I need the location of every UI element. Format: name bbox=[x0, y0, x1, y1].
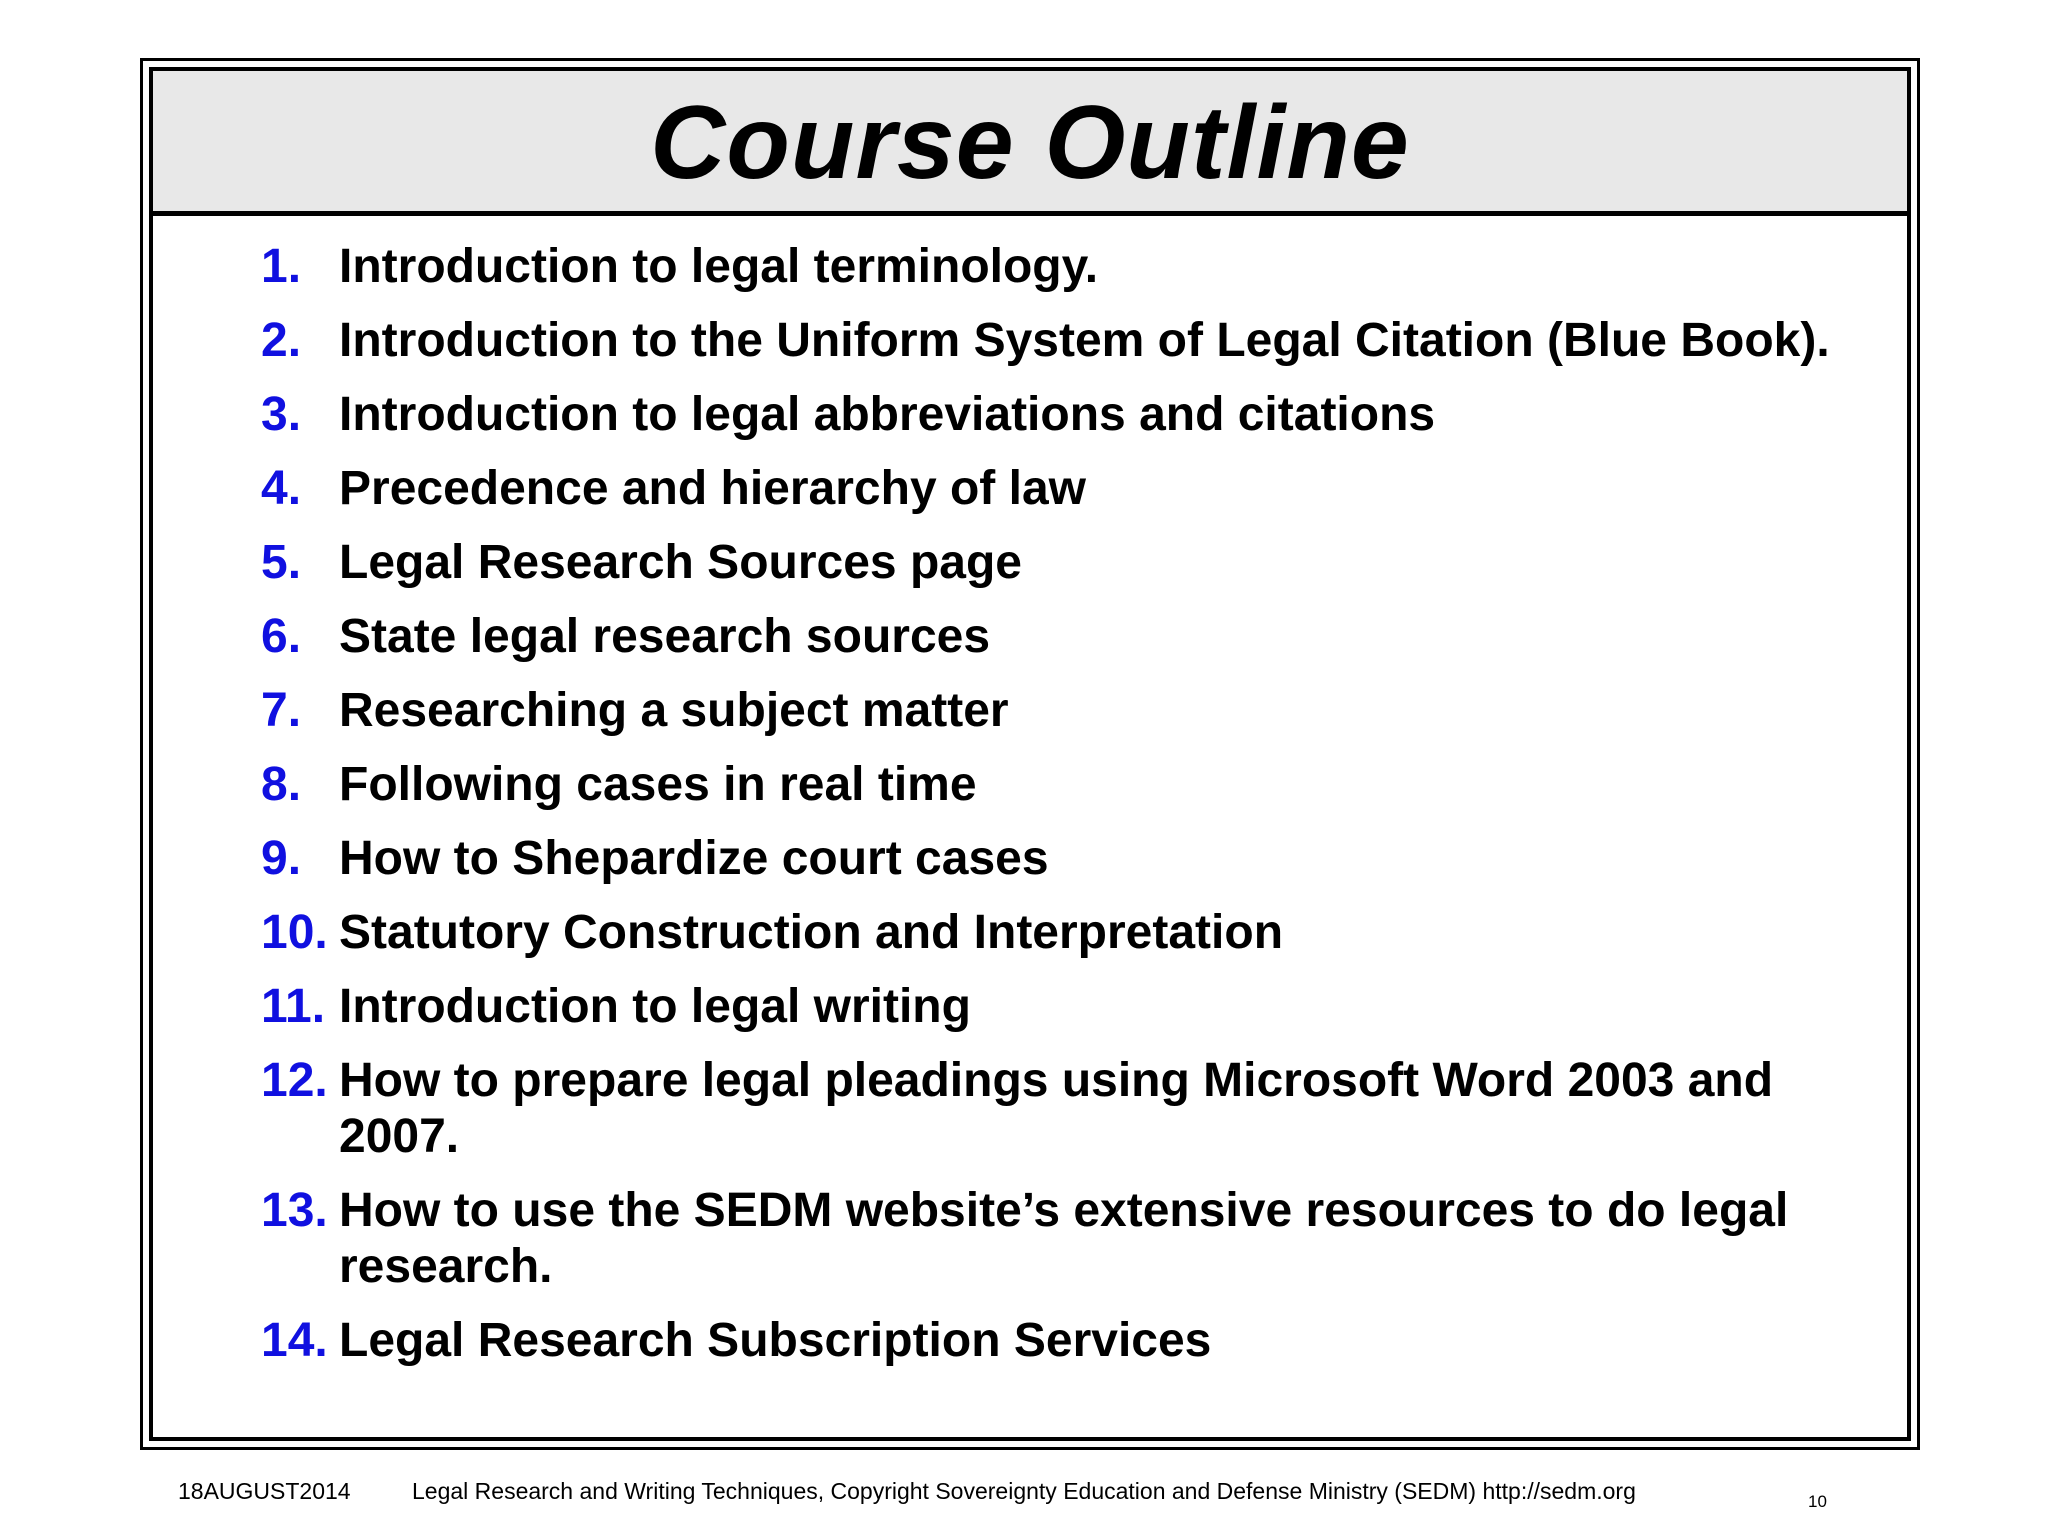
item-text: How to prepare legal pleadings using Microsoft Word 2003 and 2007. bbox=[339, 1054, 1774, 1163]
item-number: 2. bbox=[261, 314, 302, 367]
item-number: 5. bbox=[261, 536, 302, 589]
list-item bbox=[261, 979, 1901, 1035]
slide-frame bbox=[140, 58, 1920, 1450]
list-item bbox=[261, 1053, 1901, 1165]
item-number: 14. bbox=[261, 1314, 328, 1367]
item-number: 10. bbox=[261, 906, 328, 959]
list-item bbox=[261, 1313, 1901, 1369]
list-item bbox=[261, 1183, 1901, 1295]
item-text: Introduction to legal abbreviations and citations bbox=[339, 388, 1436, 441]
item-text: Researching a subject matter bbox=[339, 684, 1009, 737]
item-text: Following cases in real time bbox=[339, 758, 977, 811]
footer-copyright: Legal Research and Writing Techniques, Copyright Sovereignty Education and Defense Ministry (SEDM) http://sedm.org bbox=[412, 1478, 1636, 1504]
item-text: Introduction to legal writing bbox=[339, 980, 971, 1033]
item-number: 6. bbox=[261, 610, 302, 663]
item-text: Introduction to legal terminology. bbox=[339, 240, 1099, 293]
item-number: 9. bbox=[261, 832, 302, 885]
list-item bbox=[261, 313, 1901, 369]
list-item bbox=[261, 683, 1901, 739]
item-text: Introduction to the Uniform System of Legal Citation (Blue Book). bbox=[339, 314, 1830, 367]
list-item bbox=[261, 831, 1901, 887]
slide-title: Course Outline bbox=[650, 85, 1410, 201]
item-text: State legal research sources bbox=[339, 610, 991, 663]
item-text: Legal Research Sources page bbox=[339, 536, 1022, 589]
list-item bbox=[261, 757, 1901, 813]
title-band bbox=[153, 71, 1907, 216]
item-number: 13. bbox=[261, 1184, 328, 1237]
list-item bbox=[261, 239, 1901, 295]
item-text: Statutory Construction and Interpretation bbox=[339, 906, 1284, 959]
footer-date: 18AUGUST2014 bbox=[178, 1478, 351, 1504]
list-item bbox=[261, 609, 1901, 665]
list-item bbox=[261, 387, 1901, 443]
item-number: 12. bbox=[261, 1054, 328, 1107]
course-outline-list bbox=[261, 239, 1901, 1387]
list-item bbox=[261, 461, 1901, 517]
item-text: Precedence and hierarchy of law bbox=[339, 462, 1086, 515]
item-text: Legal Research Subscription Services bbox=[339, 1314, 1212, 1367]
item-text: How to use the SEDM website’s extensive resources to do legal research. bbox=[339, 1184, 1789, 1293]
page-number: 10 bbox=[1808, 1492, 1827, 1511]
item-text: How to Shepardize court cases bbox=[339, 832, 1049, 885]
item-number: 1. bbox=[261, 240, 302, 293]
item-number: 3. bbox=[261, 388, 302, 441]
item-number: 8. bbox=[261, 758, 302, 811]
slide-content bbox=[149, 67, 1911, 1441]
item-number: 4. bbox=[261, 462, 302, 515]
item-number: 7. bbox=[261, 684, 302, 737]
list-item bbox=[261, 905, 1901, 961]
item-number: 11. bbox=[261, 980, 326, 1033]
list-item bbox=[261, 535, 1901, 591]
